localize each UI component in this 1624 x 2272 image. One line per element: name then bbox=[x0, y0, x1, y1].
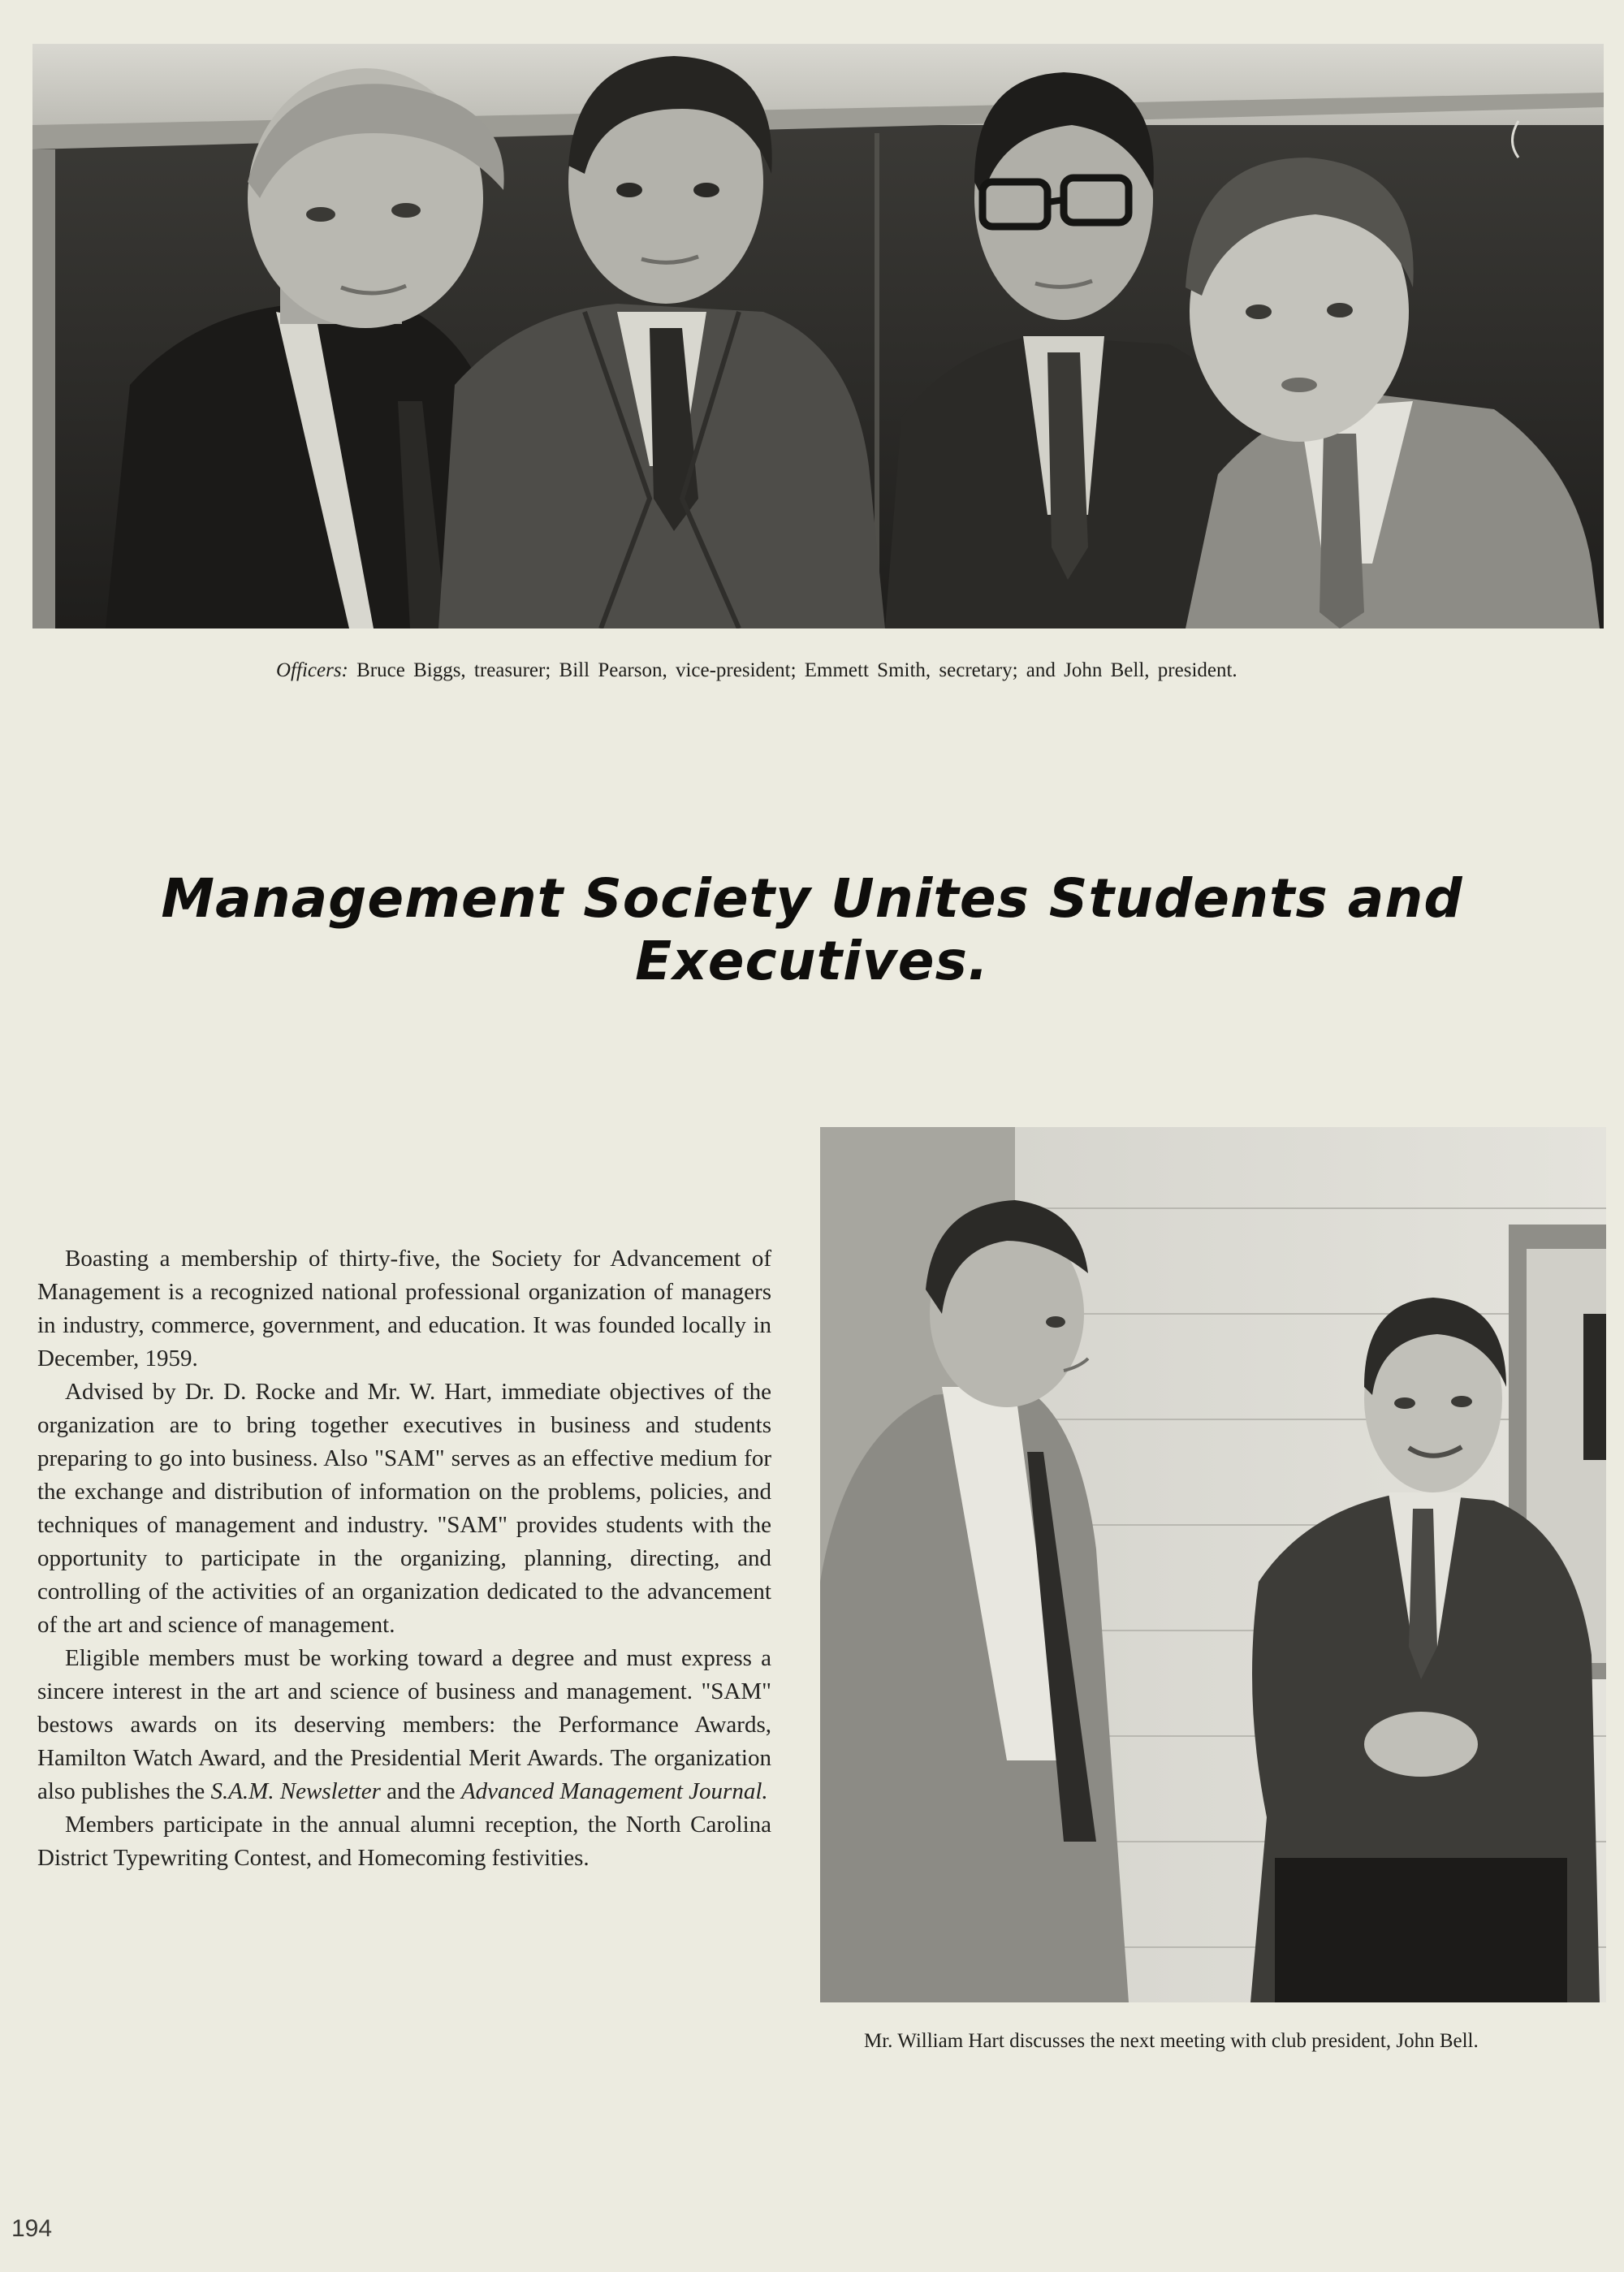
publication-title: S.A.M. Newsletter bbox=[210, 1778, 381, 1804]
paragraph-text: Eligible members must be working toward a degree and must express a sincere interest in the art and science of business and management. "SAM" bestows awards on its deserving members: the Performance Awards, Hamilton Watch Award, and the Presidential Merit Awards. The organization also publishes the bbox=[37, 1645, 771, 1804]
paragraph-text: and the bbox=[380, 1778, 461, 1804]
caption-text: Bruce Biggs, treasurer; Bill Pearson, vice-president; Emmett Smith, secretary; and John Bell, president. bbox=[348, 659, 1237, 681]
caption-lead: Officers: bbox=[276, 659, 348, 681]
article-paragraph bbox=[37, 1642, 771, 1808]
page-headline: Management Society Unites Students and Executives. bbox=[161, 867, 1463, 992]
adviser-photo-caption: Mr. William Hart discusses the next meeting with club president, John Bell. bbox=[864, 2030, 1479, 2052]
adviser-photo bbox=[820, 1127, 1606, 2002]
officers-photo bbox=[32, 44, 1604, 628]
article-paragraph: Boasting a membership of thirty-five, the Society for Advancement of Management is a recognized national professional organization of managers in industry, commerce, government, and education. It was founded locally in December, 1959. bbox=[37, 1246, 771, 1371]
article-paragraph: Advised by Dr. D. Rocke and Mr. W. Hart, immediate objectives of the organization are to bring together executives in business and students preparing to go into business. Also "SAM" serves as an effective medium for the exchange and distribution of information on the problems, policies, and techniques of management and industry. "SAM" provides students with the opportunity to participate in the organizing, planning, directing, and controlling of the activities of an organization dedicated to the advancement of the art and science of management. bbox=[37, 1379, 771, 1638]
page-number: 194 bbox=[11, 2215, 53, 2242]
publication-title: Advanced Management Journal. bbox=[460, 1778, 768, 1804]
article-body bbox=[37, 1242, 771, 1875]
article-paragraph: Members participate in the annual alumni reception, the North Carolina District Typewriting Contest, and Homecoming festivities. bbox=[37, 1812, 771, 1871]
officers-photo-caption bbox=[276, 658, 1237, 684]
